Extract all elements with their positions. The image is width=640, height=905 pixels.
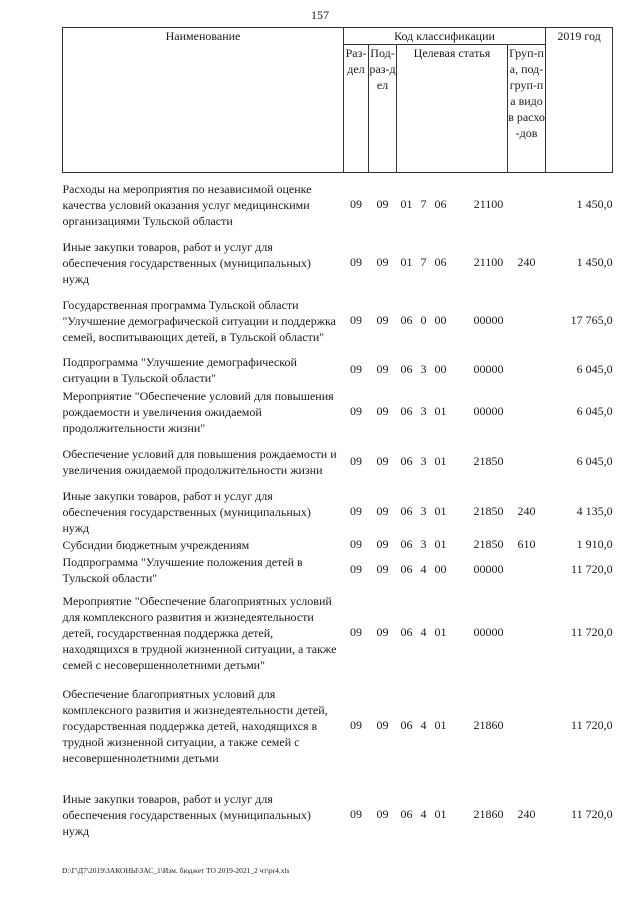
row-code-t1: 06 — [400, 404, 413, 418]
row-code-t3: 01 — [434, 504, 447, 518]
row-code-t4 — [451, 237, 470, 289]
row-code-t1: 01 — [400, 197, 413, 212]
row-code-t3: 00 — [434, 362, 447, 376]
row-amount: 17 765,0 — [570, 313, 613, 327]
row-code-sub: 09 — [376, 537, 389, 551]
row-amount: 11 720,0 — [571, 718, 613, 732]
row-code-sec: 09 — [350, 718, 362, 732]
row-code-sub: 09 — [376, 197, 389, 212]
row-code-grp — [508, 679, 546, 773]
row-code-t5: 00000 — [473, 362, 504, 376]
table-row — [63, 487, 613, 537]
table-row — [63, 173, 613, 237]
row-code-sec: 09 — [350, 404, 362, 418]
row-code-t5: 21850 — [473, 454, 504, 468]
table-row — [63, 237, 613, 289]
row-amount: 11 720,0 — [571, 625, 613, 639]
row-code-t5: 21100 — [473, 255, 504, 269]
row-code-grp: 610 — [517, 537, 536, 551]
row-code-sub: 09 — [376, 807, 389, 821]
row-code-t3: 06 — [434, 255, 447, 269]
row-code-sec: 09 — [350, 255, 362, 269]
row-code-sub: 09 — [376, 313, 389, 327]
row-code-t2: 3 — [420, 537, 427, 551]
row-code-t2: 3 — [420, 454, 427, 468]
row-name: Подпрограмма "Улучшение положения детей в Тульской области" — [62, 554, 303, 585]
row-code-sub: 09 — [376, 404, 389, 418]
row-code-grp — [508, 553, 546, 587]
row-code-sub: 09 — [376, 625, 389, 639]
row-code-grp: 240 — [517, 504, 536, 518]
row-code-sec: 09 — [350, 313, 362, 327]
row-code-grp — [508, 353, 546, 387]
row-code-t4 — [451, 353, 470, 387]
row-code-sec: 09 — [350, 537, 362, 551]
row-code-sec: 09 — [350, 362, 362, 376]
row-code-t4 — [451, 553, 470, 587]
row-code-sub: 09 — [376, 562, 389, 576]
row-amount: 6 045,0 — [576, 404, 613, 418]
row-code-t2: 3 — [420, 362, 427, 376]
row-code-grp — [508, 173, 546, 237]
row-code-t3: 06 — [434, 197, 447, 212]
row-name: Расходы на мероприятия по независимой оценке качества условий оказания услуг медицинскими организациями Тульской области — [62, 181, 312, 228]
row-code-t2: 0 — [420, 313, 427, 327]
table-row — [63, 553, 613, 587]
row-code-t5: 21860 — [473, 807, 504, 821]
row-code-t3: 01 — [434, 404, 447, 418]
row-code-t1: 06 — [400, 362, 413, 376]
row-code-sec: 09 — [350, 454, 362, 468]
table-row — [63, 437, 613, 487]
row-name: Иные закупки товаров, работ и услуг для обеспечения государственных (муниципальных) нужд — [62, 239, 311, 286]
row-code-grp — [508, 587, 546, 679]
header-year: 2019 год — [546, 28, 613, 173]
row-code-t5: 21860 — [473, 718, 504, 732]
row-code-t5: 00000 — [473, 313, 504, 327]
row-code-sec: 09 — [350, 562, 362, 576]
row-code-t3: 01 — [434, 718, 447, 732]
row-name: Обеспечение благоприятных условий для комплексного развития и жизнедеятельности детей, государственная поддержка детей, находящихся в трудной жизненной ситуации, а также семей с несовершеннолетними детьми — [62, 686, 328, 765]
row-code-t1: 06 — [400, 313, 413, 327]
row-code-t5: 21850 — [473, 537, 504, 551]
row-name: Обеспечение условий для повышения рождаемости и увеличения ожидаемой продолжительности жизни — [62, 446, 337, 477]
row-code-sec: 09 — [350, 504, 362, 518]
table-row — [63, 773, 613, 839]
row-code-t2: 4 — [420, 562, 427, 576]
row-code-sub: 09 — [376, 718, 389, 732]
table-row — [63, 537, 613, 553]
header-target-article: Целевая статья — [397, 45, 508, 173]
row-code-t1: 06 — [400, 537, 413, 551]
header-section: Раз-дел — [344, 45, 369, 173]
footer-file-path: D:\Г\Д7\2019\ЗАКОНЫ\ЗАС_1\Изм. бюджет ТО 2019-2021_2 чт\pr4.xls — [62, 866, 290, 875]
row-code-t2: 7 — [420, 197, 427, 212]
page-number: 157 — [311, 8, 329, 22]
row-code-t4 — [451, 289, 470, 353]
budget-table — [62, 27, 613, 839]
row-name: Государственная программа Тульской области "Улучшение демографической ситуации и поддержка семей, воспитывающих детей, в Тульской области" — [62, 297, 336, 344]
row-amount: 4 135,0 — [576, 504, 613, 518]
row-code-sec: 09 — [350, 625, 362, 639]
header-classification: Код классификации — [344, 28, 546, 45]
row-code-t2: 4 — [420, 625, 427, 639]
row-code-t4 — [451, 773, 470, 839]
row-name: Иные закупки товаров, работ и услуг для обеспечения государственных (муниципальных) нужд — [62, 791, 311, 838]
row-code-t3: 01 — [434, 537, 447, 551]
table-row — [63, 679, 613, 773]
header-expense-group: Груп-па, под-груп-па видов расхо-дов — [508, 45, 546, 173]
row-code-grp — [508, 437, 546, 487]
row-code-sub: 09 — [376, 504, 389, 518]
row-amount: 1 910,0 — [576, 537, 613, 551]
table-row — [63, 289, 613, 353]
row-code-t4 — [451, 437, 470, 487]
row-code-t4 — [451, 679, 470, 773]
row-code-t1: 06 — [400, 718, 413, 732]
row-name: Субсидии бюджетным учреждениям — [62, 537, 250, 552]
row-code-t1: 06 — [400, 807, 413, 821]
row-code-t4 — [451, 173, 470, 237]
row-code-t2: 3 — [420, 504, 427, 518]
row-code-grp: 240 — [517, 807, 536, 821]
row-code-t1: 06 — [400, 454, 413, 468]
row-code-t4 — [451, 387, 470, 437]
row-code-t4 — [451, 537, 470, 553]
row-amount: 6 045,0 — [576, 454, 613, 468]
row-code-t1: 01 — [400, 255, 413, 269]
row-code-t2: 4 — [420, 807, 427, 821]
row-name: Подпрограмма "Улучшение демографической ситуации в Тульской области" — [62, 354, 297, 385]
header-subsection: Под-раз-дел — [369, 45, 397, 173]
row-code-t5: 00000 — [473, 404, 504, 418]
row-amount: 6 045,0 — [576, 362, 613, 376]
row-code-t1: 06 — [400, 562, 413, 576]
table-row — [63, 353, 613, 387]
row-code-t5: 21100 — [473, 197, 504, 212]
row-code-t3: 00 — [434, 313, 447, 327]
row-code-t4 — [451, 487, 470, 537]
row-name: Мероприятие "Обеспечение условий для повышения рождаемости и увеличения ожидаемой продолжительности жизни" — [62, 388, 334, 435]
row-code-t5: 00000 — [473, 625, 504, 639]
row-name: Иные закупки товаров, работ и услуг для обеспечения государственных (муниципальных) нужд — [62, 488, 311, 535]
row-code-sub: 09 — [376, 362, 389, 376]
table-body — [63, 173, 613, 839]
table-row — [63, 587, 613, 679]
row-code-sec: 09 — [350, 807, 362, 821]
row-code-grp — [508, 289, 546, 353]
row-code-sub: 09 — [376, 454, 389, 468]
row-code-grp: 240 — [517, 255, 536, 269]
row-code-grp — [508, 387, 546, 437]
row-code-t3: 01 — [434, 454, 447, 468]
table-row — [63, 387, 613, 437]
row-code-sec: 09 — [350, 197, 362, 212]
row-code-t5: 21850 — [473, 504, 504, 518]
row-code-sub: 09 — [376, 255, 389, 269]
row-code-t3: 00 — [434, 562, 447, 576]
row-code-t1: 06 — [400, 625, 413, 639]
row-code-t3: 01 — [434, 625, 447, 639]
row-code-t2: 7 — [420, 255, 427, 269]
row-amount: 11 720,0 — [571, 562, 613, 576]
row-amount: 11 720,0 — [571, 807, 613, 821]
row-name: Мероприятие "Обеспечение благоприятных условий для комплексного развития и жизнедеятельности детей, государственная поддержка детей, находящихся в трудной жизненной ситуации, а также семей с несовершеннолетними детьми" — [62, 593, 337, 672]
row-code-t2: 4 — [420, 718, 427, 732]
header-name: Наименование — [63, 28, 344, 173]
row-code-t2: 3 — [420, 404, 427, 418]
row-amount: 1 450,0 — [576, 197, 613, 212]
row-code-t5: 00000 — [473, 562, 504, 576]
row-amount: 1 450,0 — [576, 255, 613, 269]
row-code-t3: 01 — [434, 807, 447, 821]
row-code-t1: 06 — [400, 504, 413, 518]
row-code-t4 — [451, 587, 470, 679]
